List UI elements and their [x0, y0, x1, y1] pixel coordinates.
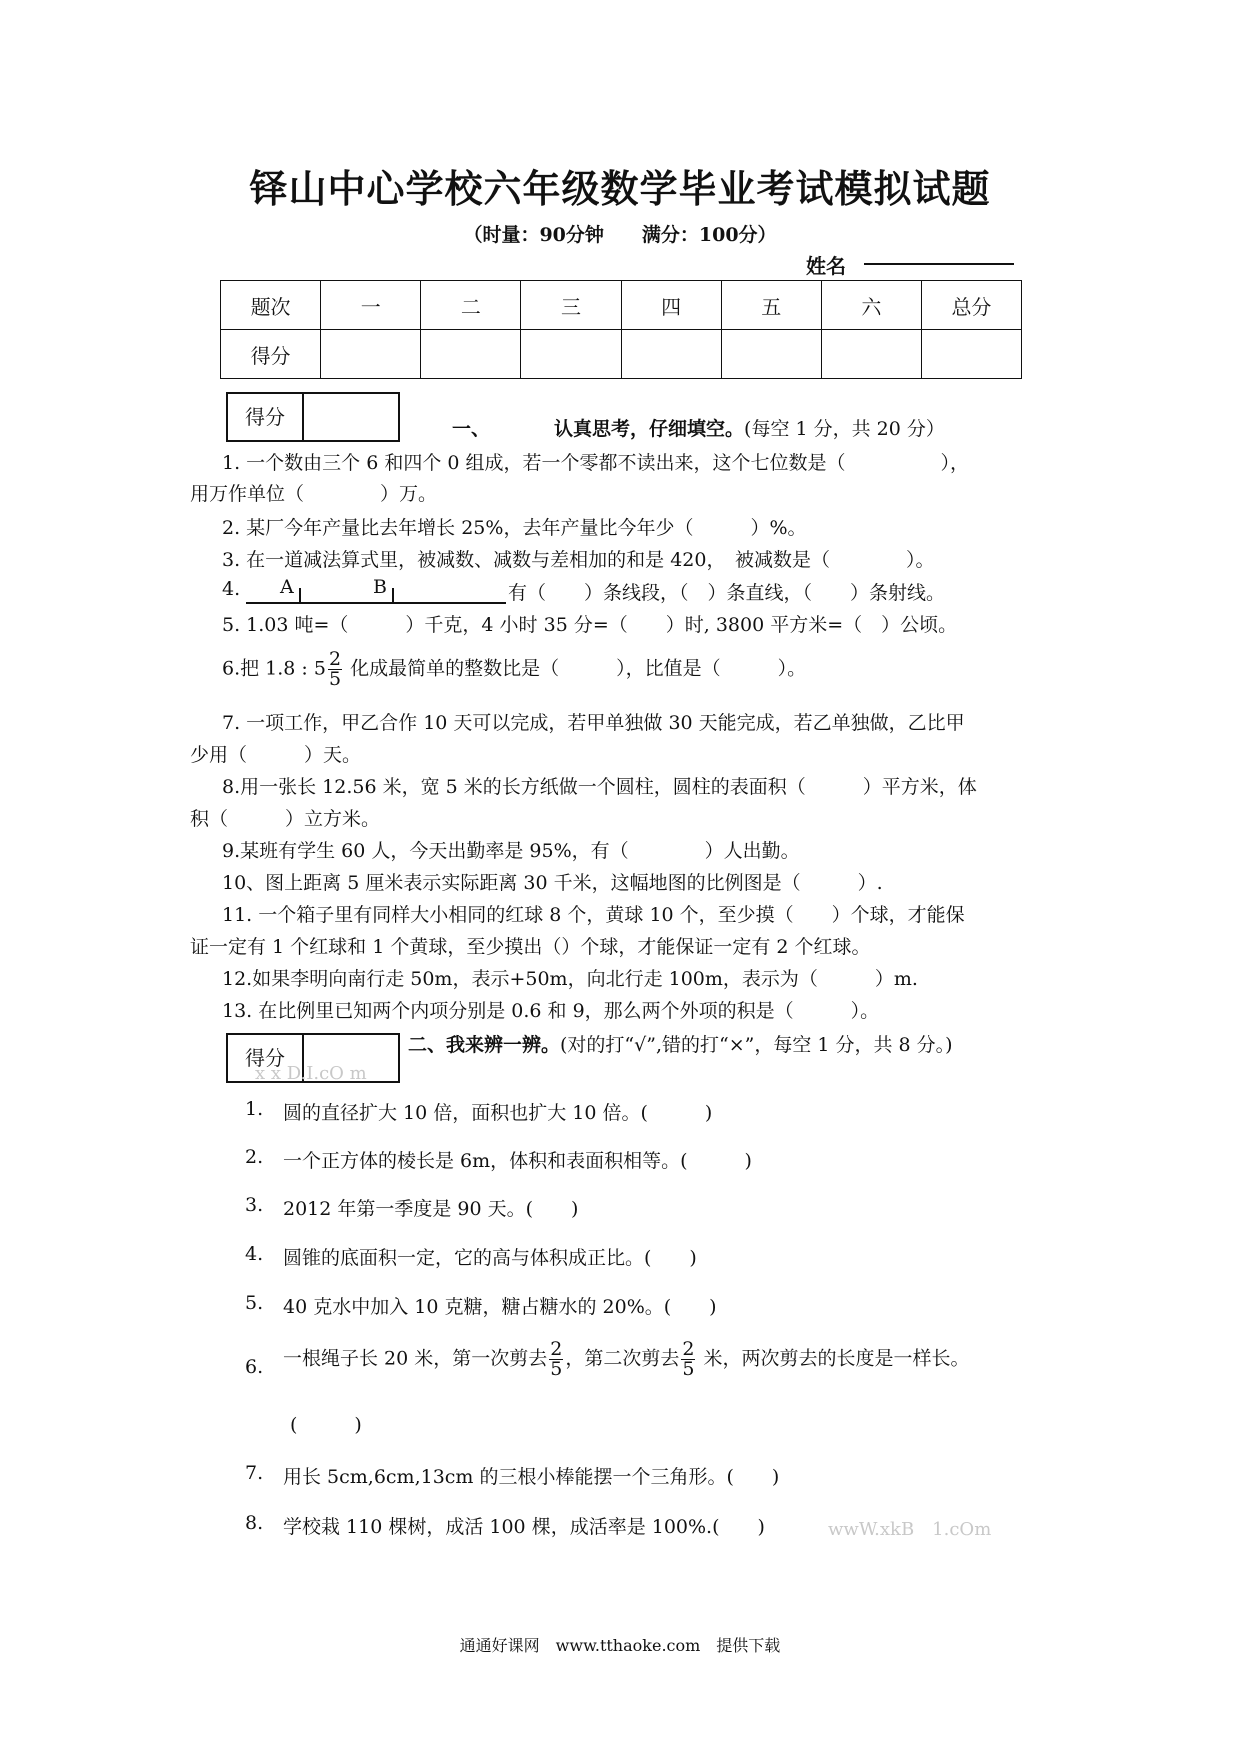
question-2: 2. 某厂今年产量比去年增长 25%，去年产量比今年少（ ）%。	[222, 517, 807, 539]
judge-6-prefix: 一根绳子长 20 米，第一次剪去	[283, 1347, 548, 1370]
score-table-header-cell: 二	[421, 281, 521, 330]
fraction-two-fifths	[328, 650, 342, 689]
judge-4-number: 4.	[245, 1243, 264, 1265]
faint-watermark-url: wwW.xkB 1.cOm	[828, 1519, 992, 1540]
score-table-header-cell: 题次	[221, 281, 321, 330]
section1-title: 认真思考，仔细填空。	[554, 418, 745, 440]
question-10: 10、图上距离 5 厘米表示实际距离 30 千米，这幅地图的比例图是（ ）.	[222, 872, 883, 894]
score-table-score-row	[221, 330, 1022, 379]
section1-number: 一、	[452, 418, 491, 440]
section2-score-label: 得分	[228, 1035, 304, 1081]
judge-6	[283, 1340, 970, 1379]
judge-2-number: 2.	[245, 1146, 264, 1168]
question-8-line-1: 8.用一张长 12.56 米，宽 5 米的长方纸做一个圆柱，圆柱的表面积（ ）平方米，体	[222, 776, 977, 798]
faint-watermark-text: x x D.I.cO m	[255, 1063, 367, 1084]
fraction-numerator: 2	[550, 1338, 563, 1360]
fraction-two-fifths	[549, 1340, 563, 1379]
question-11-line-1: 11. 一个箱子里有同样大小相同的红球 8 个，黄球 10 个，至少摸（ ）个球，才能保	[222, 904, 965, 926]
judge-6-middle: ，第二次剪去	[565, 1347, 680, 1370]
question-3: 3. 在一道减法算式里，被减数、减数与差相加的和是 420， 被减数是（ ）。	[222, 549, 935, 571]
exam-subtitle: （时量：90分钟 满分：100分）	[463, 224, 777, 246]
score-cell[interactable]	[521, 330, 621, 379]
fraction-denominator: 5	[682, 1358, 695, 1380]
section1-score-blank[interactable]	[304, 394, 398, 440]
fraction-numerator: 2	[682, 1338, 695, 1360]
question-6-prefix: 6.把 1.8 : 5	[222, 657, 326, 680]
question-13: 13. 在比例里已知两个内项分别是 0.6 和 9，那么两个外项的积是（ ）。	[222, 1000, 880, 1022]
score-table-header-cell: 三	[521, 281, 621, 330]
question-5: 5. 1.03 吨=（ ）千克，4 小时 35 分=（ ）时, 3800 平方米=（ ）公顷。	[222, 614, 958, 636]
section1-score-box	[226, 392, 400, 442]
question-6	[222, 650, 806, 689]
score-cell[interactable]	[321, 330, 421, 379]
point-b-label: B	[373, 576, 387, 598]
judge-7: 用长 5cm,6cm,13cm 的三根小棒能摆一个三角形。( )	[283, 1466, 780, 1488]
score-cell[interactable]	[421, 330, 521, 379]
section1-note: (每空 1 分，共 20 分）	[744, 418, 945, 440]
fraction-denominator: 5	[328, 668, 342, 690]
judge-7-number: 7.	[245, 1462, 264, 1484]
question-9: 9.某班有学生 60 人，今天出勤率是 95%，有（ ）人出勤。	[222, 840, 800, 862]
score-cell[interactable]	[721, 330, 821, 379]
judge-4: 圆锥的底面积一定，它的高与体积成正比。( )	[283, 1247, 697, 1269]
judge-6-number: 6.	[245, 1356, 264, 1378]
section1-heading	[452, 414, 945, 441]
judge-6-suffix: 米，两次剪去的长度是一样长。	[703, 1347, 970, 1370]
score-table	[220, 280, 1022, 379]
fraction-denominator: 5	[550, 1358, 563, 1380]
judge-3: 2012 年第一季度是 90 天。( )	[283, 1198, 579, 1220]
section2-title: 二、我来辨一辨。	[408, 1034, 561, 1056]
judge-6-answer-parens: ( )	[290, 1414, 362, 1436]
score-table-header-cell: 总分	[921, 281, 1021, 330]
score-table-header-cell: 六	[821, 281, 921, 330]
score-cell[interactable]	[621, 330, 721, 379]
judge-5: 40 克水中加入 10 克糖，糖占糖水的 20%。( )	[283, 1296, 717, 1318]
name-blank-line[interactable]	[864, 263, 1014, 265]
judge-3-number: 3.	[245, 1194, 264, 1216]
fraction-two-fifths	[681, 1340, 695, 1379]
question-6-suffix: 化成最简单的整数比是（ ），比值是（ ）。	[350, 657, 807, 680]
score-table-header-row	[221, 281, 1022, 330]
score-cell[interactable]	[921, 330, 1021, 379]
exam-title: 铎山中心学校六年级数学毕业考试模拟试题	[249, 166, 991, 211]
judge-8-number: 8.	[245, 1512, 264, 1534]
section1-score-label: 得分	[228, 394, 304, 440]
section2-heading	[408, 1030, 953, 1057]
score-table-row-label: 得分	[221, 330, 321, 379]
judge-2: 一个正方体的棱长是 6m，体积和表面积相等。( )	[283, 1150, 752, 1172]
judge-1: 圆的直径扩大 10 倍，面积也扩大 10 倍。( )	[283, 1102, 713, 1124]
question-1-line-1: 1. 一个数由三个 6 和四个 0 组成，若一个零都不读出来，这个七位数是（ ），	[222, 452, 970, 474]
judge-8: 学校栽 110 棵树，成活 100 棵，成活率是 100%.( )	[283, 1516, 765, 1538]
score-table-header-cell: 五	[721, 281, 821, 330]
section2-note: (对的打“√”,错的打“×”，每空 1 分，共 8 分。)	[560, 1034, 953, 1056]
question-4-number: 4.	[222, 578, 241, 600]
footer-download-credit: 通通好课网 www.tthaoke.com 提供下载	[459, 1636, 781, 1655]
question-12: 12.如果李明向南行走 50m，表示+50m，向北行走 100m，表示为（ ）m.	[222, 968, 918, 990]
judge-5-number: 5.	[245, 1292, 264, 1314]
question-7-line-2: 少用（ ）天。	[190, 744, 362, 766]
question-11-line-2: 证一定有 1 个红球和 1 个黄球，至少摸出（）个球，才能保证一定有 2 个红球。	[190, 936, 871, 958]
score-cell[interactable]	[821, 330, 921, 379]
question-4-text: 有（ ）条线段，（ ）条直线，（ ）条射线。	[508, 582, 946, 604]
question-8-line-2: 积（ ）立方米。	[190, 808, 381, 830]
point-a-label: A	[280, 576, 294, 598]
line-segment-figure	[246, 578, 508, 608]
question-1-line-2: 用万作单位（ ）万。	[190, 483, 438, 505]
fraction-numerator: 2	[328, 648, 342, 670]
score-table-header-cell: 一	[321, 281, 421, 330]
name-label: 姓名	[806, 254, 846, 278]
score-table-header-cell: 四	[621, 281, 721, 330]
judge-1-number: 1.	[245, 1098, 264, 1120]
question-7-line-1: 7. 一项工作，甲乙合作 10 天可以完成，若甲单独做 30 天能完成，若乙单独做，乙比甲	[222, 712, 965, 734]
